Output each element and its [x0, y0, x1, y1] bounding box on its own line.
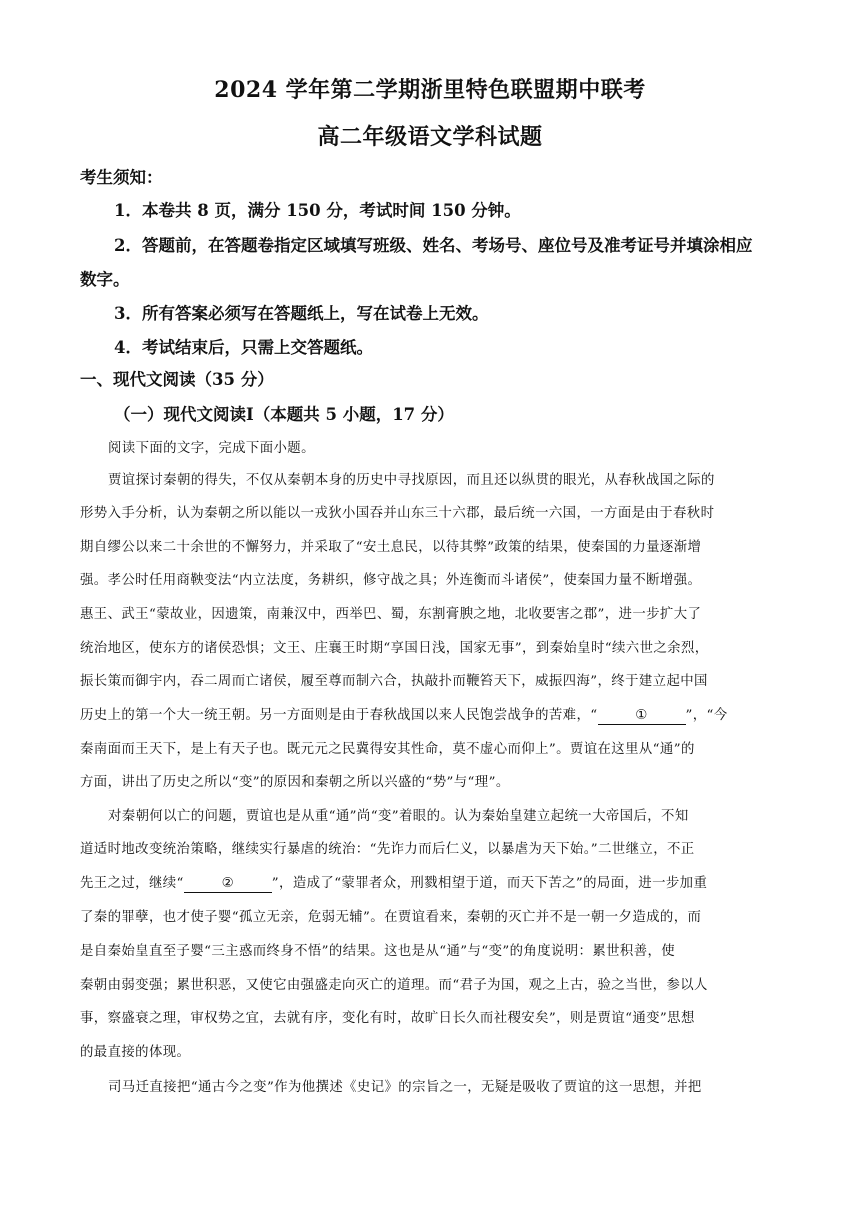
exam-title: 2024 学年第二学期浙里特色联盟期中联考: [214, 77, 646, 103]
passage-line: 贾谊探讨秦朝的得失，不仅从秦朝本身的历史中寻找原因，而且还以纵贯的眼光，从春秋战国之际的: [108, 473, 715, 488]
passage-line-with-blank: [80, 704, 780, 725]
notice-heading: 考生须知：: [80, 168, 163, 187]
notice-item-3: 3．所有答案必须写在答题纸上，写在试卷上无效。: [114, 304, 489, 323]
passage-line: 对秦朝何以亡的问题，贾谊也是从重“通”尚“变”着眼的。认为秦始皇建立起统一大帝国后，不知: [108, 809, 689, 824]
passage-line: 道适时地改变统治策略，继续实行暴虐的统治：“先诈力而后仁义，以暴虐为天下始。”二世继立，不正: [80, 842, 695, 857]
passage-line: 了秦的罪孽，也才使子婴“孤立无亲，危弱无辅”。在贾谊看来，秦朝的灭亡并不是一朝一夕造成的，而: [80, 910, 702, 925]
passage-line-with-blank: [80, 872, 780, 893]
passage-line: 振长策而御宇内，吞二周而亡诸侯，履至尊而制六合，执敲扑而鞭笞天下，威振四海”，终于建立起中国: [80, 674, 708, 689]
passage-line: 强。孝公时任用商鞅变法“内立法度，务耕织，修守战之具；外连衡而斗诸侯”，使秦国力量不断增强。: [80, 573, 702, 588]
passage-line: 期自缪公以来二十余世的不懈努力，并采取了“安土息民，以待其弊”政策的结果，使秦国的力量逐渐增: [80, 540, 702, 555]
passage-line: 统治地区，使东方的诸侯恐惧；文王、庄襄王时期“享国日浅，国家无事”，到秦始皇时“续六世之余烈，: [80, 641, 709, 656]
passage-text: ”，造成了“蒙罪者众，刑戮相望于道，而天下苦之”的局面，进一步加重: [271, 876, 708, 891]
passage-line: 秦朝由弱变强；累世积恶，又使它由强盛走向灭亡的道理。而“君子为国，观之上古，验之当世，参以人: [80, 978, 708, 993]
notice-item-2: 2．答题前，在答题卷指定区域填写班级、姓名、考场号、座位号及准考证号并填涂相应: [114, 236, 753, 255]
passage-text: 历史上的第一个大一统王朝。另一方面则是由于春秋战国以来人民饱尝战争的苦难，“: [80, 708, 598, 723]
notice-item-4: 4．考试结束后，只需上交答题纸。: [114, 338, 373, 357]
passage-line: 秦南面而王天下，是上有天子也。既元元之民冀得安其性命，莫不虚心而仰上”。贾谊在这里从“通”的: [80, 742, 695, 757]
section-subtitle: （一）现代文阅读Ⅰ（本题共 5 小题，17 分）: [114, 405, 454, 424]
instruction-text: 阅读下面的文字，完成下面小题。: [108, 441, 315, 456]
passage-line: 方面，讲出了历史之所以“变”的原因和秦朝之所以兴盛的“势”与“理”。: [80, 775, 510, 790]
blank-2: ②: [184, 876, 272, 893]
passage-line: 是自秦始皇直至子婴“三主惑而终身不悟”的结果。这也是从“通”与“变”的角度说明：累世积善，使: [80, 944, 676, 959]
passage-line: 惠王、武王“蒙故业，因遗策，南兼汉中，西举巴、蜀，东割膏腴之地，北收要害之郡”，进一步扩大了: [80, 607, 702, 622]
passage-line: 司马迁直接把“通古今之变”作为他撰述《史记》的宗旨之一，无疑是吸收了贾谊的这一思想，并把: [108, 1080, 702, 1095]
exam-subtitle: 高二年级语文学科试题: [317, 124, 543, 150]
section-title: 一、现代文阅读（35 分）: [80, 370, 274, 389]
notice-item-1: 1．本卷共 8 页，满分 150 分，考试时间 150 分钟。: [114, 201, 521, 220]
notice-item-2-cont: 数字。: [80, 270, 130, 289]
passage-line: 形势入手分析，认为秦朝之所以能以一戎狄小国吞并山东三十六郡，最后统一六国，一方面是由于春秋时: [80, 506, 715, 521]
passage-text: 先王之过，继续“: [80, 876, 184, 891]
passage-line: 事，察盛衰之理，审权势之宜，去就有序，变化有时，故旷日长久而社稷安矣”，则是贾谊“通变”思想: [80, 1011, 695, 1026]
blank-1: ①: [598, 708, 686, 725]
passage-text: ”，“今: [685, 708, 728, 723]
passage-line: 的最直接的体现。: [80, 1045, 191, 1060]
